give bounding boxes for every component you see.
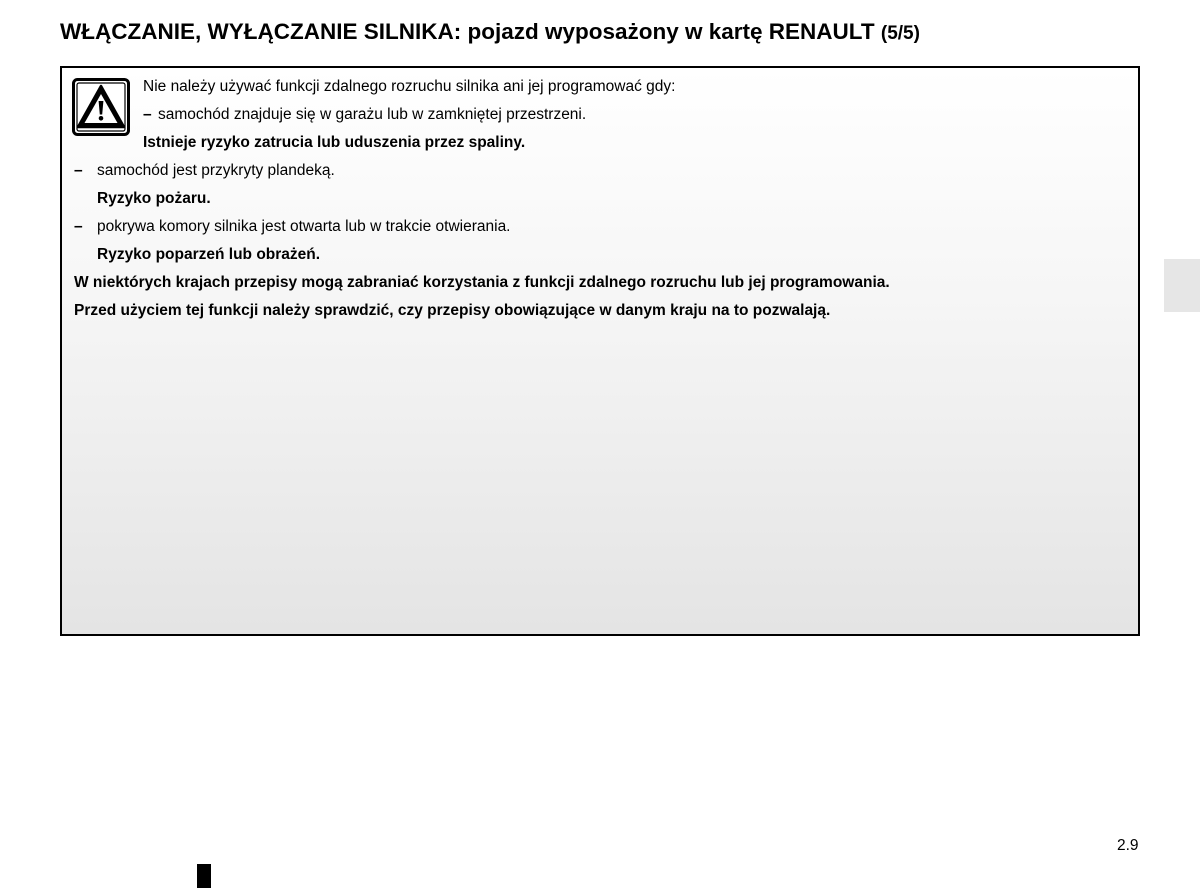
list-item-text: samochód znajduje się w garażu lub w zamkniętej przestrzeni.: [158, 106, 587, 123]
crop-mark: [197, 864, 211, 888]
list-item-dash: –: [74, 218, 83, 235]
list-item-dash: –: [143, 106, 152, 123]
page-number: 2.9: [1117, 837, 1139, 854]
regulation-note: W niektórych krajach przepisy mogą zabraniać korzystania z funkcji zdalnego rozruchu lub jej programowania.: [74, 274, 890, 291]
section-side-tab: [1164, 259, 1200, 312]
list-item-risk: Ryzyko pożaru.: [97, 190, 211, 207]
list-item-text: samochód jest przykryty plandeką.: [97, 162, 335, 179]
list-item-risk: Ryzyko poparzeń lub obrażeń.: [97, 246, 321, 263]
list-item-text: pokrywa komory silnika jest otwarta lub w trakcie otwierania.: [97, 218, 511, 235]
list-item-risk: Istnieje ryzyko zatrucia lub uduszenia przez spaliny.: [143, 134, 526, 151]
page-title-main: WŁĄCZANIE, WYŁĄCZANIE SILNIKA: pojazd wyposażony w kartę RENAULT: [60, 19, 875, 44]
regulation-check-note: Przed użyciem tej funkcji należy sprawdzić, czy przepisy obowiązujące w danym kraju na to pozwalają.: [74, 302, 831, 319]
list-item-dash: –: [74, 162, 83, 179]
page-title: [60, 19, 920, 45]
warning-triangle-icon: [72, 78, 130, 136]
page-title-suffix: (5/5): [880, 23, 920, 44]
warning-intro: Nie należy używać funkcji zdalnego rozruchu silnika ani jej programować gdy:: [143, 78, 676, 95]
warning-box: [60, 66, 1140, 636]
